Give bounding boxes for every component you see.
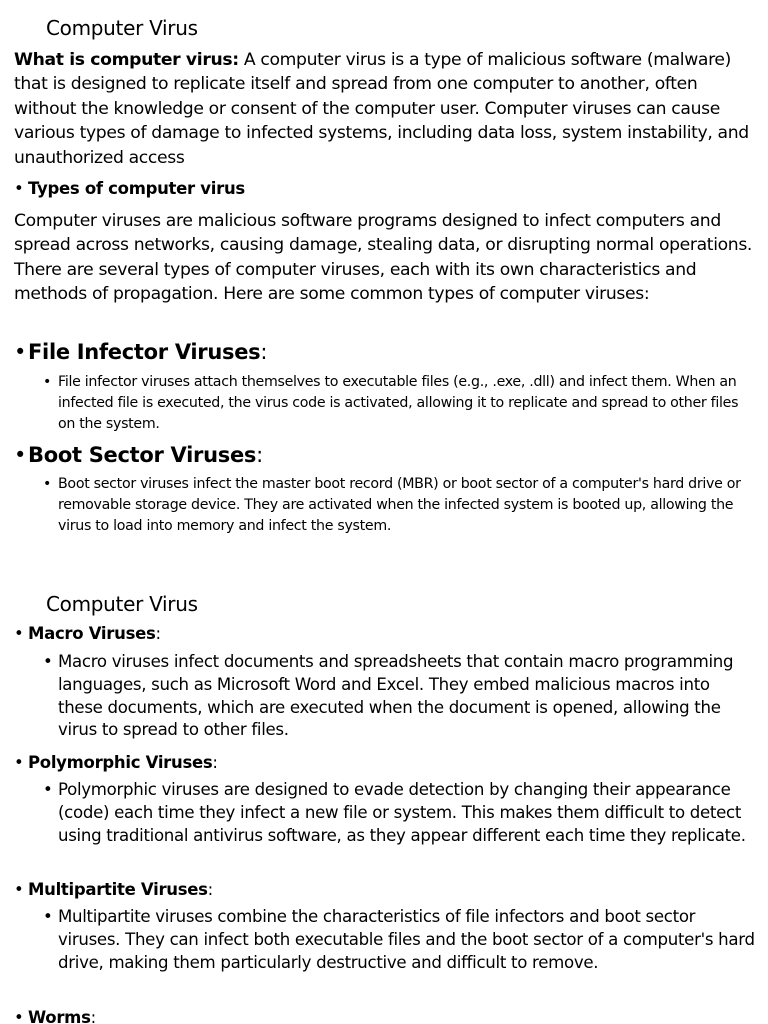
boot-sector-heading-item: • Boot Sector Viruses: bbox=[14, 441, 754, 469]
macro-heading-item: • Macro Viruses: bbox=[14, 623, 754, 645]
file-infector-item bbox=[43, 372, 755, 434]
types-heading-item bbox=[14, 178, 754, 200]
worms-heading-item: • Worms: bbox=[14, 1007, 754, 1024]
types-paragraph bbox=[14, 209, 754, 307]
slide2-title: Computer Virus bbox=[46, 592, 198, 616]
multipartite-text: • Multipartite viruses combine the characteristics of file infectors and boot sector viruses. They can infect both executable files and the boot sector of a computer's hard drive, making them particularly destructive and difficult to remove. bbox=[43, 906, 755, 974]
polymorphic-item bbox=[43, 779, 755, 847]
boot-sector-heading: Boot Sector Viruses bbox=[28, 443, 257, 467]
macro-item bbox=[43, 651, 755, 742]
types-text: Computer viruses are malicious software programs designed to infect computers and spread across networks, causing damage, stealing data, or disrupting normal operations. There are several types of computer viruses, each with its own characteristics and methods of propagation. Here are some common types of computer viruses: bbox=[14, 211, 753, 305]
macro-text: • Macro viruses infect documents and spreadsheets that contain macro programming languages, such as Microsoft Word and Excel. They embed malicious macros into these documents, which are executed when the document is opened, allowing the virus to spread to other files. bbox=[43, 651, 755, 742]
multipartite-item bbox=[43, 906, 755, 974]
macro-heading: Macro Viruses bbox=[28, 624, 156, 643]
intro-text: A computer virus is a type of malicious software (malware) that is designed to replicate itself and spread from one computer to another, often without the knowledge or consent of the computer user. Computer viruses can cause various types of damage to infected systems, including data loss, system instability, and unauthorized access bbox=[14, 50, 749, 168]
boot-sector-text: • Boot sector viruses infect the master boot record (MBR) or boot sector of a computer's hard drive or removable storage device. They are activated when the infected system is booted up, allowing the virus to load into memory and infect the system. bbox=[43, 474, 755, 536]
slide1-title: Computer Virus bbox=[46, 16, 198, 40]
polymorphic-heading-item: • Polymorphic Viruses: bbox=[14, 752, 754, 774]
multipartite-heading-item: • Multipartite Viruses: bbox=[14, 879, 754, 901]
polymorphic-text: • Polymorphic viruses are designed to evade detection by changing their appearance (code) each time they infect a new file or system. This makes them difficult to detect using traditional antivirus software, as they appear different each time they replicate. bbox=[43, 779, 755, 847]
boot-sector-item bbox=[43, 474, 755, 536]
types-heading: Types of computer virus bbox=[28, 179, 245, 198]
intro-paragraph bbox=[14, 48, 754, 170]
file-infector-text: • File infector viruses attach themselves to executable files (e.g., .exe, .dll) and infect them. When an infected file is executed, the virus code is activated, allowing it to replicate and spread to other files on the system. bbox=[43, 372, 755, 434]
intro-label: What is computer virus: bbox=[14, 50, 239, 70]
worms-heading: Worms bbox=[28, 1008, 91, 1024]
file-infector-heading-item: • File Infector Viruses: bbox=[14, 338, 754, 366]
polymorphic-heading: Polymorphic Viruses bbox=[28, 753, 213, 772]
multipartite-heading: Multipartite Viruses bbox=[28, 880, 208, 899]
file-infector-heading: File Infector Viruses bbox=[28, 340, 261, 364]
